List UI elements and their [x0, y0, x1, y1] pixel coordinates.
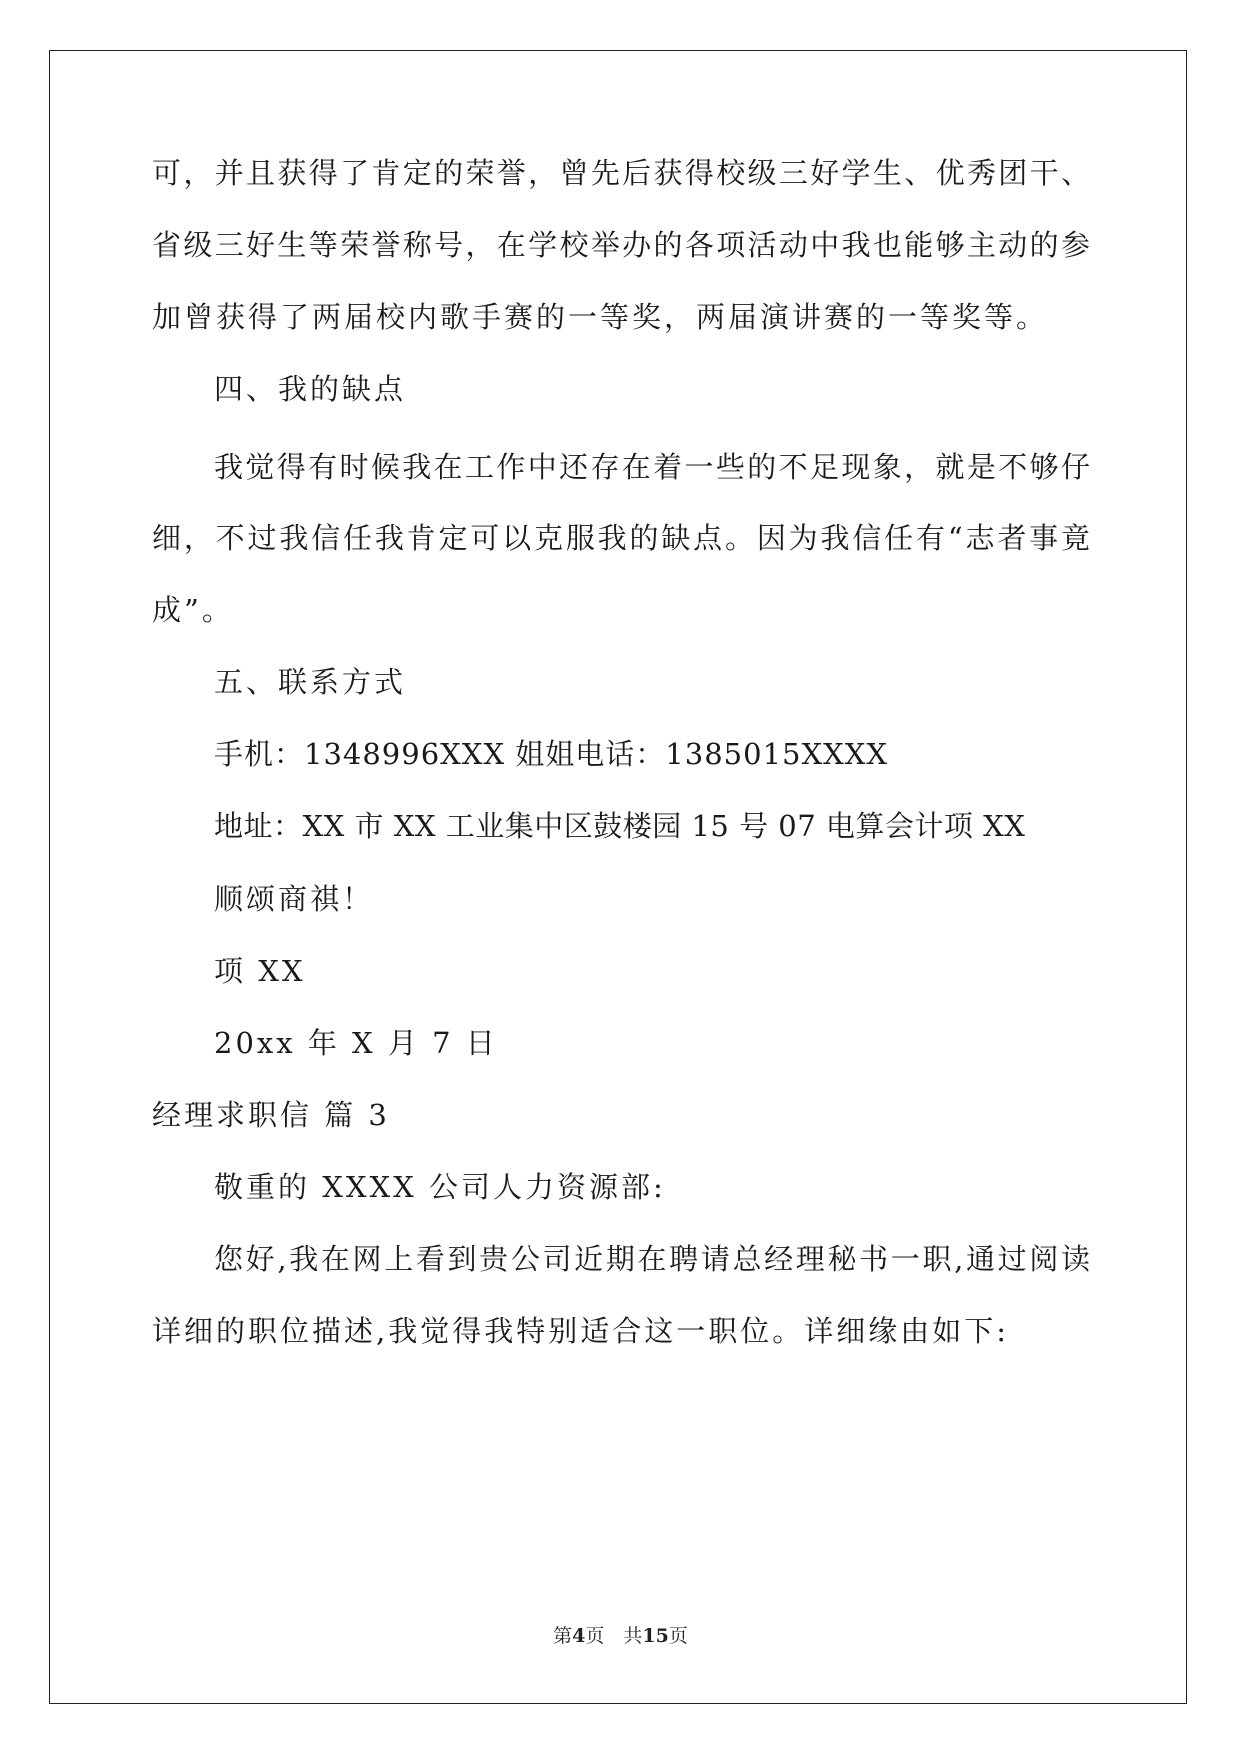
- paragraph-line: 加曾获得了两届校内歌手赛的一等奖，两届演讲赛的一等奖等。: [152, 300, 1049, 334]
- signature-date: 20xx 年 X 月 7 日: [214, 1026, 498, 1060]
- paragraph-line: 成”。: [152, 593, 234, 627]
- contact-address: 地址：XX 市 XX 工业集中区鼓楼园 15 号 07 电算会计项 XX: [214, 809, 1026, 843]
- closing-salutation: 顺颂商祺！: [214, 882, 375, 916]
- page-border: [49, 50, 1187, 1704]
- signature-name: 项 XX: [214, 954, 306, 988]
- footer-suffix: 页: [668, 1625, 688, 1647]
- paragraph-line: 您好,我在网上看到贵公司近期在聘请总经理秘书一职,通过阅读: [214, 1242, 1090, 1276]
- current-page-number: 4: [572, 1625, 586, 1647]
- footer-middle: 页 共: [585, 1625, 643, 1647]
- paragraph-line: 我觉得有时候我在工作中还存在着一些的不足现象，就是不够仔: [214, 450, 1090, 484]
- letter-greeting: 敬重的 XXXX 公司人力资源部:: [214, 1170, 666, 1204]
- page-footer: [0, 1624, 1241, 1648]
- paragraph-line: 可，并且获得了肯定的荣誉，曾先后获得校级三好学生、优秀团干、: [152, 156, 1090, 190]
- section-heading: 五、联系方式: [214, 665, 407, 699]
- letter-title: 经理求职信 篇 3: [152, 1098, 390, 1132]
- paragraph-line: 省级三好生等荣誉称号，在学校举办的各项活动中我也能够主动的参: [152, 228, 1090, 262]
- section-heading: 四、我的缺点: [214, 372, 407, 406]
- total-pages-number: 15: [642, 1625, 669, 1647]
- paragraph-line: 详细的职位描述,我觉得我特别适合这一职位。详细缘由如下:: [152, 1314, 1009, 1348]
- contact-phone: 手机：1348996XXX 姐姐电话：1385015XXXX: [214, 737, 889, 771]
- paragraph-line: 细，不过我信任我肯定可以克服我的缺点。因为我信任有“志者事竟: [152, 521, 1090, 555]
- footer-prefix: 第: [553, 1625, 573, 1647]
